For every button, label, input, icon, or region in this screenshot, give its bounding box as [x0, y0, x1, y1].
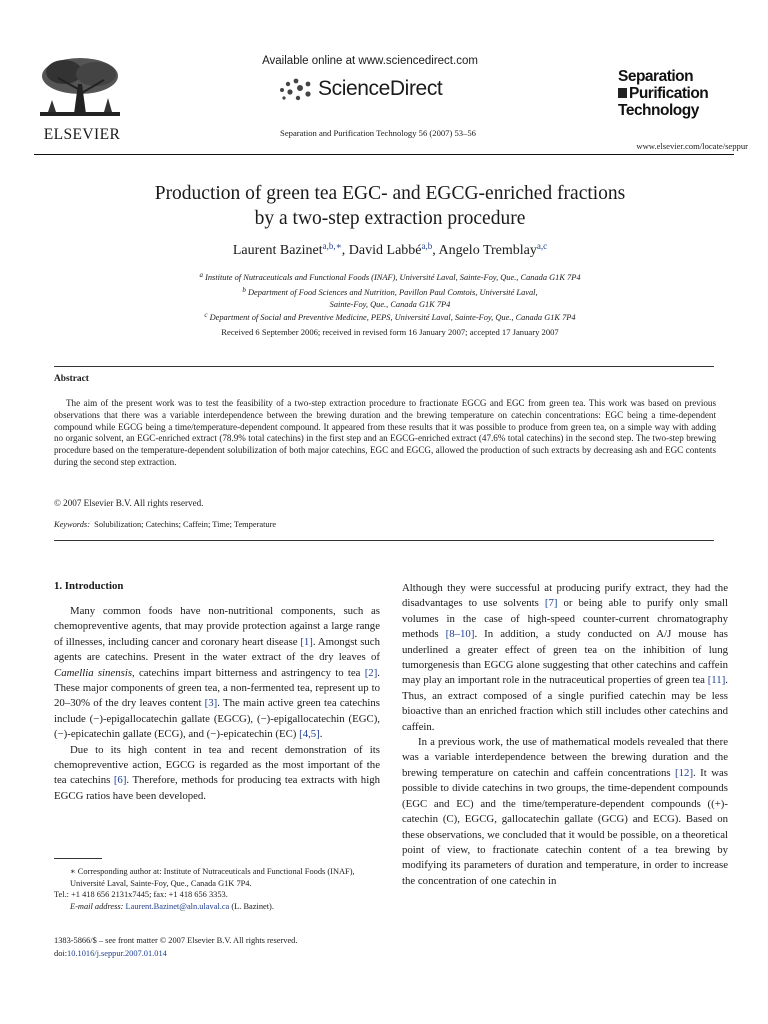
section-heading-introduction: 1. Introduction [54, 580, 124, 592]
email-suffix: (L. Bazinet). [229, 901, 274, 911]
affiliation-mark: c [204, 311, 208, 319]
sciencedirect-dots-icon [276, 76, 316, 104]
author-name: Laurent Bazinet [232, 243, 323, 258]
text-run: . It was possible to divide catechins in two groups, the time-dependent compounds (EGC and EC) and the time/temperature-dependent compounds ((+)-catechin (C), EGCG, gallocatechin gallate (GCG) and ECG). Based on these observations, we concluded that it would be possible, on a theoretical point of view, to fractionate catechin content of a tea brewing by modifying its parameters of duration and temperature, in order to increase the concentration of one catechin in [402, 766, 728, 887]
text-run: . These major components of green tea, a non-fermented tea, represent up to 20–30% of the dry leaves content [54, 666, 380, 710]
affiliation-b [90, 284, 690, 311]
citation-link[interactable]: [12] [675, 766, 694, 779]
page-footer [54, 934, 380, 960]
keywords-list: Solubilization; Catechins; Caffein; Time; Temperature [94, 520, 277, 529]
citation-link[interactable]: [8–10] [445, 628, 475, 641]
citation-link[interactable]: [6] [113, 774, 127, 787]
species-name: Camellia sinensis [54, 666, 133, 679]
journal-brand-line2: Purification [629, 85, 709, 102]
affiliation-c [90, 309, 690, 324]
doi-link[interactable]: 10.1016/j.seppur.2007.01.014 [67, 949, 167, 958]
author-separator: , [341, 243, 349, 258]
title-line-2: by a two-step extraction procedure [254, 208, 526, 229]
text-run: or being able to purify only small volumes in the case of high-speed counter-current chromatography methods [402, 597, 729, 641]
doi-label: doi: [54, 949, 68, 958]
footnote-text: Corresponding author at: Institute of Nutraceuticals and Functional Foods (INAF), Université Laval, Sainte-Foy, Que., Canada G1K 7P4. [70, 867, 355, 888]
citation-link[interactable]: [1] [300, 635, 313, 648]
citation-link[interactable]: [4,5] [299, 728, 320, 741]
intro-paragraph-3 [402, 581, 728, 735]
author-affil-link[interactable]: a,b,∗ [322, 241, 342, 251]
affiliation-a [90, 269, 690, 284]
sciencedirect-logo [276, 74, 476, 106]
journal-brand-line2-wrap [598, 85, 748, 102]
email-link[interactable]: Laurent.Bazinet@aln.ulaval.ca [125, 901, 230, 911]
publisher-name: ELSEVIER [43, 126, 121, 143]
citation-link[interactable]: [11] [707, 674, 726, 687]
journal-brand-line3: Technology [618, 102, 699, 119]
email-label: E-mail address: [70, 901, 124, 911]
abstract-body [54, 398, 716, 469]
journal-brand [598, 68, 748, 119]
footnote-line [54, 866, 380, 889]
footnote-mark: ∗ [70, 867, 76, 876]
doi-line [54, 947, 380, 960]
affiliation-text: Department of Social and Preventive Medicine, PEPS, Université Laval, Sainte-Foy, Que., Canada G1K 7P4 [209, 313, 576, 322]
affiliation-mark: a [199, 271, 203, 279]
affiliation-text: Institute of Nutraceuticals and Functional Foods (INAF), Université Laval, Sainte-Foy, Que., Canada G1K 7P4 [205, 273, 581, 282]
citation-link[interactable]: [3] [204, 697, 218, 710]
footnote-phone: Tel.: +1 418 656 2131x7445; fax: +1 418 656 3353. [54, 890, 228, 900]
author-affil-link[interactable]: a,c [536, 241, 548, 251]
citation-link[interactable]: [2] [364, 666, 378, 679]
journal-url-link[interactable]: www.elsevier.com/locate/seppur [636, 141, 748, 151]
author-separator: , [432, 243, 439, 258]
journal-reference: Separation and Purification Technology 56 (2007) 53–56 [280, 128, 476, 138]
text-run: Due to its high content in tea and recent demonstration of its chemopreventive action, EGCG is regarded as the most important of the tea catechins [54, 743, 380, 787]
left-column [54, 604, 380, 804]
text-run: . Therefore, methods for producing tea extracts with high EGCG ratios have been developed. [54, 774, 380, 802]
received-dates: Received 6 September 2006; received in revised form 16 January 2007; accepted 17 January 2007 [221, 327, 559, 337]
affiliation-text-cont: Sainte-Foy, Que., Canada G1K 7P4 [329, 300, 451, 309]
journal-brand-line1: Separation [618, 68, 694, 85]
abstract-copyright: © 2007 Elsevier B.V. All rights reserved. [54, 498, 204, 508]
text-run: Although they were successful at producing purify extract, they had the disadvantages to use solvents [402, 582, 728, 610]
sciencedirect-wordmark: ScienceDirect [318, 77, 443, 100]
intro-paragraph-4 [402, 735, 728, 889]
text-run: , catechins impart bitterness and astringency to tea [132, 666, 365, 679]
footnote-corresponding-author [54, 866, 380, 912]
text-run: Many common foods have non-nutritional components, such as chemopreventive agents, that may provide protection against a large range of illnesses, including cancer and coronary heart disease [54, 605, 380, 648]
intro-paragraph-2 [54, 743, 380, 805]
text-run: . In addition, a study conducted on A/J mouse has underlined a greater effect of green tea on the inhibition of lung tumorgenesis than EGCG alone suggesting that other catechins and caffein may play an important role in the nutraceutical properties of green tea [402, 628, 728, 687]
author-name: David Labbé [348, 243, 422, 258]
footnote-divider [54, 858, 102, 859]
text-run: . Thus, an extract composed of a single purified catechin may be less bioactive than an enriched fraction which still includes other catechins and caffein. [402, 674, 728, 733]
abstract-top-divider [54, 366, 714, 367]
author-name: Angelo Tremblay [438, 243, 537, 258]
intro-paragraph-1 [54, 604, 380, 743]
issn-line: 1383-5866/$ – see front matter © 2007 Elsevier B.V. All rights reserved. [54, 936, 298, 945]
author-list [90, 241, 690, 259]
elsevier-logo [34, 54, 130, 144]
article-title [90, 181, 690, 231]
elsevier-tree-icon [34, 54, 126, 124]
text-run: In a previous work, the use of mathematical models revealed that there was a variable interdependence between the brewing duration and the brewing temperature on catechin and caffein concentrations [402, 736, 728, 779]
header-divider [34, 154, 734, 155]
text-run: . [319, 728, 323, 741]
journal-square-icon [618, 88, 627, 98]
keywords [54, 520, 276, 529]
abstract-bottom-divider [54, 540, 714, 541]
text-run: . The main active green tea catechins include (−)-epigallocatechin gallate (EGCG), (−)-epigallocatechin (EGC), (−)-epicatechin gallate (ECG), and (−)-epicatechin (EC) [54, 697, 380, 741]
available-online-text: Available online at www.sciencedirect.com [262, 55, 478, 67]
affiliation-text: Department of Food Sciences and Nutrition, Pavillon Paul Comtois, Université Laval, [247, 288, 538, 297]
abstract-heading: Abstract [54, 374, 89, 384]
right-column [402, 581, 728, 889]
keywords-label: Keywords: [54, 520, 90, 529]
author-affil-link[interactable]: a,b [421, 241, 433, 251]
citation-link[interactable]: [7] [544, 597, 558, 610]
text-run: . Amongst such agents are catechins. Present in the water extract of the dry leaves of [54, 635, 380, 664]
affiliation-mark: b [242, 286, 246, 294]
footnote-email-line [54, 901, 380, 913]
title-line-1: Production of green tea EGC- and EGCG-enriched fractions [154, 183, 626, 204]
abstract-text: The aim of the present work was to test the feasibility of a two-step extraction procedure to fractionate EGCG and EGC from green tea. This work was based on previous observations that there was a variable interdependence between the brewing duration and the brewing temperature on catechin concentrations: EGC being a time-dependent compound while EGCG being a time/temperature-dependent compound. It appeared from these results that it was possible to produce from green tea, on a simple way with adding no organic solvent, an EGC-enriched extract (78.9% total catechins) in the first step and an EGCG-enriched extract (47.6% total catechins) in the second step. The two-step brewing procedure based on the temperature-dependent solubilization of both major catechins, EGC and EGCG, allowed the production of such extracts by decreasing ash and EGC contents during the second step extraction. [54, 398, 716, 467]
